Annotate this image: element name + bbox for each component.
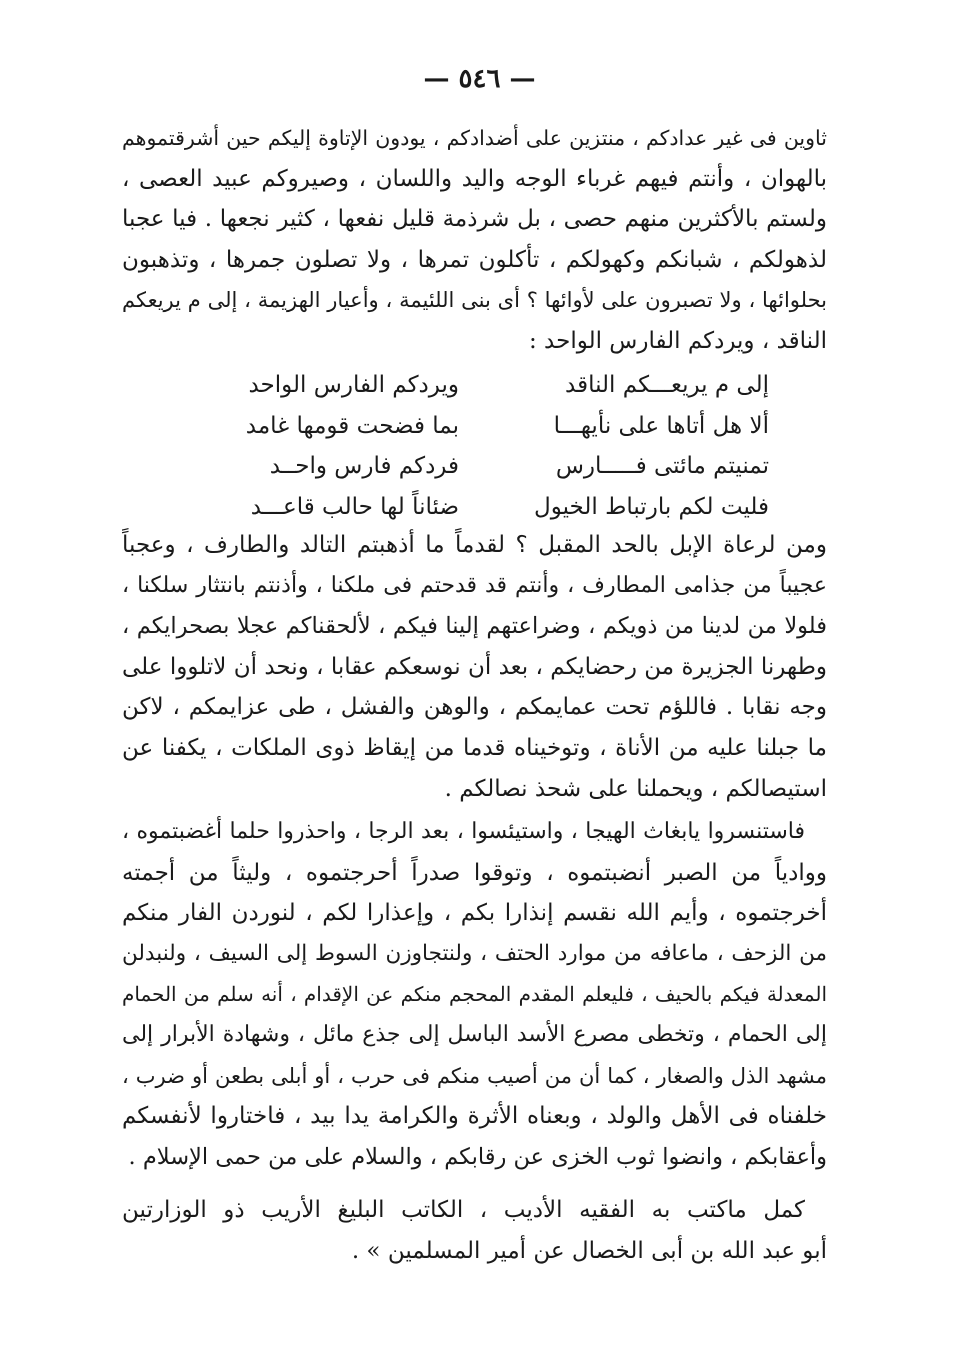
text-line: وطهرنا الجزيرة من رحضايكم ، بعد أن نوسعكم عقابا ، ونحد أن لاتلووا على [122, 653, 827, 680]
page-number: — ٥٤٦ — [423, 64, 536, 94]
poem-second-hemistich: بما فضحت قومها غامد [245, 412, 459, 439]
text-line: ولستم بالأكثرين منهم حصى ، بل شرذمة قليل نفعها ، كثير نجعها . فيا عجبا [122, 206, 827, 233]
text-line: كمل ماكتب به الفقيه الأديب ، الكاتب البليغ الأريب ذو الوزارتين [122, 1197, 805, 1223]
text-line: فلولا من لدينا من ذويكم ، وضراعتهم إلينا فيكم ، لألحقناكم عجلا بصحرايكم ، [122, 613, 827, 640]
text-line: ما جبلنا عليه من الأناة ، وتوخيناه قدما من إيقاظ ذوى الملكات ، يكفنا عن [122, 734, 827, 761]
poem-verse [209, 487, 769, 528]
poem-first-hemistich: تمنيتم مائتى فـــــارس [555, 453, 769, 480]
text-line: فاستنسروا يابغاث الهيجا ، واستيئسوا ، بعد الرجا ، واحذروا حلما أغضبتموه ، [122, 819, 805, 844]
text-line: أبو عبد الله بن أبى الخصال عن أمير المسلمين » . [351, 1237, 827, 1264]
text-line: لذهولكم ، شبانكم وكهولكم ، تأكلون تمرها ، ولا تصلون جمرها ، وتذهبون [122, 246, 827, 273]
intro-paragraph [122, 118, 827, 362]
text-line: ووادياً من الصبر أنضبتموه ، وتوقوا صدراً أحرجتموه ، وليثاً من أجمته [122, 859, 827, 886]
text-line: المعدلة فيكم بالحيف ، فليعلم المقدم المحجم منكم عن الإقدام ، أنه سلم من الحمام [122, 982, 827, 1007]
third-paragraph [122, 812, 827, 1177]
text-line: استيصالكم ، ويحملنا على شحذ نصالكم . [444, 775, 827, 802]
text-line: بحلوائها ، ولا تصبرون على لأوائها ؟ أى بنى اللئيمة ، وأعيار الهزيمة ، إلى م يريعكم [122, 288, 827, 313]
poem-first-hemistich: ألا هل أتاها على نأيهـــا [553, 412, 769, 439]
text-line: مشهد الذل والصغار ، كما أن من أصيب منكم فى حرب ، أو أبلى بطعن أو ضرب ، [122, 1063, 827, 1088]
text-line: خلفناه فى الأهل والولد ، وبعناه الأثرة والكرامة يدا بيد ، فاختاروا لأنفسكم [122, 1103, 827, 1130]
poem-verse [209, 406, 769, 447]
poem-first-hemistich: إلى م يريعـــكم الناقد [565, 372, 769, 398]
second-paragraph [122, 525, 827, 809]
text-line: ثاوين فى غير عدادكم ، منتزين على أضدادكم ، يودون الإتاوة إليكم حين أشرقتموهم [122, 126, 827, 150]
colophon [122, 1190, 827, 1271]
poem-second-hemistich: ضئاناً لها حالب قاعـــد [250, 493, 459, 520]
poem-second-hemistich: فردكم فارس واحــد [269, 453, 459, 480]
poem-first-hemistich: فليت لكم بارتباط الخيول [534, 493, 769, 520]
text-line: إلى الحمام ، وتخطى مصرع الأسد الباسل إلى جذع مائل ، وشهادة الأبرار إلى [122, 1021, 827, 1047]
poem-verse [209, 446, 769, 487]
text-line: بالهوان ، وأنتم فيهم غرباء الوجه واليد واللسان ، وصيروكم عبيد العصى ، [122, 165, 827, 192]
text-line: الناقد ، ويردكم الفارس الواحد : [528, 327, 827, 354]
text-line: أخرجتموه ، وأيم الله نقسم إنذارا بكم ، وإعذارا لكم ، لنوردن الفار منكم [122, 900, 827, 927]
text-line: عجيباً من جذامى المطارف ، وأنتم قد قدحتم فى ملكنا ، وأذنتم بانتثار سلكنا ، [122, 572, 827, 598]
poem-second-hemistich: ويردكم الفارس الواحد [248, 372, 459, 398]
text-line: ومن لرعاة الإبل بالحد المقبل ؟ لقدماً ما أذهبتم التالد والطارف ، وعجباً [122, 532, 827, 558]
text-line: وأعقابكم ، وانضوا ثوب الخزى عن رقابكم ، والسلام على من حمى الإسلام . [128, 1143, 827, 1170]
text-line: وجه نقابا . فاللؤم تحت عمايمكم ، والوهن والفشل ، طى عزايمكم ، لاكن [122, 694, 827, 721]
poem-verse [209, 365, 769, 406]
text-line: من الزحف ، ماعافه من موارد الحتف ، ولنتجاوزن السوط إلى السيف ، ولنبدلن [122, 940, 827, 966]
poem [209, 365, 769, 527]
